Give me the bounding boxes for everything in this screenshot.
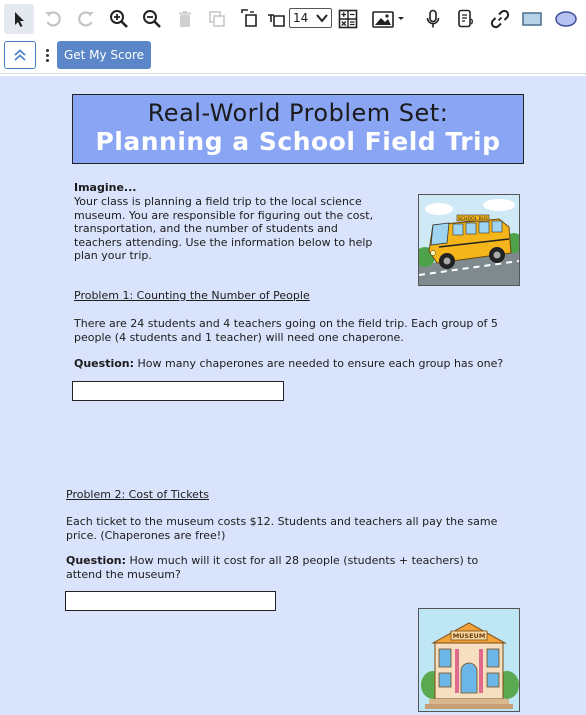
question-label: Question: [74, 357, 135, 370]
problem2-line: price. (Chaperones are free!) [66, 528, 226, 542]
text-size-up-icon[interactable] [237, 4, 261, 34]
zoom-in-icon[interactable] [104, 4, 134, 34]
problem1-body [74, 317, 498, 344]
problem1-line: There are 24 students and 4 teachers going on the field trip. Each group of 5 [74, 317, 498, 330]
school-bus-image [418, 194, 520, 286]
intro-line: transportation, and the number of students and [74, 222, 338, 235]
question-label: Question: [66, 554, 127, 567]
problem2-line: Each ticket to the museum costs $12. Students and teachers all pay the same [66, 515, 498, 528]
problem2-heading: Problem 2: Cost of Tickets [66, 488, 209, 501]
museum-image [418, 608, 520, 712]
problem2-answer-field[interactable] [65, 591, 276, 611]
collapse-toolbar-button[interactable] [4, 41, 36, 69]
link-icon[interactable] [486, 4, 514, 34]
font-size-value: 14 [293, 11, 309, 25]
microphone-icon[interactable] [420, 4, 446, 34]
bus-sign-text: SCHOOL BUS [458, 217, 488, 222]
question-text: attend the museum? [66, 567, 181, 581]
calculator-icon[interactable] [336, 4, 360, 34]
text-size-down-icon[interactable] [264, 4, 288, 34]
chevron-down-icon [316, 13, 328, 23]
text-to-speech-icon[interactable] [453, 4, 479, 34]
problem1-heading: Problem 1: Counting the Number of People [74, 289, 310, 302]
font-size-select[interactable] [289, 8, 332, 28]
problem2-question [66, 554, 478, 581]
problem2-body [66, 515, 497, 542]
question-text: How much will it cost for all 28 people (students + teachers) to [129, 554, 479, 567]
trash-icon[interactable] [171, 4, 199, 34]
more-options-icon[interactable] [42, 45, 52, 65]
worksheet-page [0, 76, 586, 715]
problem1-answer-field[interactable] [72, 381, 284, 401]
double-chevron-up-icon [12, 47, 28, 63]
page-subtitle: Planning a School Field Trip [95, 127, 501, 156]
redo-icon[interactable] [71, 4, 101, 34]
duplicate-icon[interactable] [203, 4, 231, 34]
intro-line: plan your trip. [74, 249, 152, 262]
intro-text [74, 195, 373, 263]
title-banner [72, 94, 524, 164]
action-bar [0, 38, 586, 74]
question-text: How many chaperones are needed to ensure each group has one? [137, 357, 504, 370]
problem1-line: people (4 students and 1 teacher) will need one chaperone. [74, 330, 404, 344]
get-my-score-button[interactable]: Get My Score [57, 41, 151, 69]
intro-line: museum. You are responsible for figuring out the cost, [74, 208, 374, 222]
editor-toolbar [0, 0, 586, 38]
problem1-question [74, 357, 503, 371]
ellipse-shape-icon[interactable] [551, 4, 581, 34]
intro-line: teachers attending. Use the information below to help [74, 235, 373, 249]
rectangle-shape-icon[interactable] [518, 4, 546, 34]
insert-image-icon[interactable] [367, 4, 411, 34]
page-title: Real-World Problem Set: [147, 99, 449, 127]
zoom-out-icon[interactable] [137, 4, 167, 34]
museum-sign-text: MUSEUM [452, 632, 486, 640]
undo-icon[interactable] [38, 4, 68, 34]
intro-line: Your class is planning a field trip to the local science [74, 195, 362, 208]
intro-heading: Imagine... [74, 181, 137, 194]
select-pointer-icon[interactable] [4, 4, 34, 34]
